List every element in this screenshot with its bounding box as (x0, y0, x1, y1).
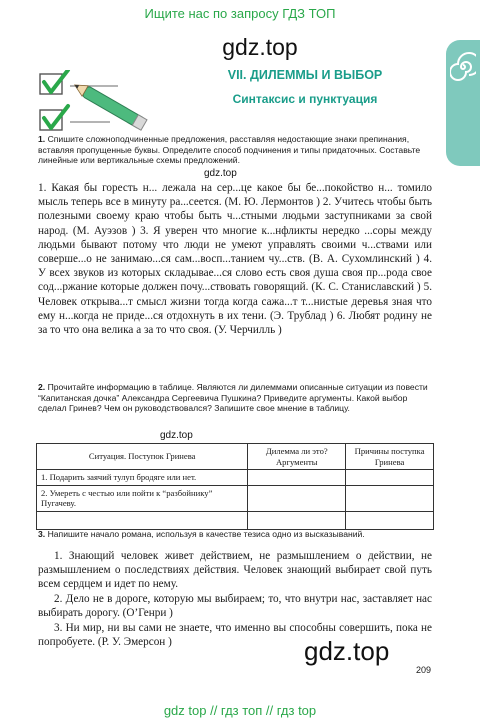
table-header: Причины поступка Гринева (346, 444, 434, 470)
grinev-table (36, 443, 434, 530)
watermark-bottom: gdz.top (304, 636, 390, 666)
table-cell: 1. Подарить заячий тулуп бродяге или нет. (37, 470, 248, 486)
table-cell[interactable] (248, 485, 346, 511)
table-cell[interactable] (346, 485, 434, 511)
task-3-text: Напишите начало романа, используя в качестве тезиса одно из высказываний. (47, 529, 365, 539)
bottom-banner[interactable]: gdz top // гдз топ // гдз top (163, 703, 317, 718)
table-header: Ситуация. Поступок Гринева (37, 444, 248, 470)
task-1-instruction (38, 134, 438, 166)
side-tab (446, 40, 480, 166)
section-subtitle: Синтаксис и пунктуация (232, 92, 378, 106)
table-cell[interactable] (346, 511, 434, 529)
task-3-number: 3. (38, 529, 46, 539)
table-cell: 2. Умереть с честью или пойти к “разбойнику” Пугачеву. (37, 485, 248, 511)
quote-2: 2. Дело не в дороге, которую мы выбираем; то, что внутри нас, заставляет нас выбирать дорогу. (О’Генри ) (38, 593, 432, 620)
task-3-instruction (38, 529, 438, 540)
section-title: VII. ДИЛЕММЫ И ВЫБОР (227, 68, 383, 82)
quote-1: 1. Знающий человек живет действием, не размышлением о действии, не размышлением о последствиях действия. Человек знающий выбирает свой путь всем сердцем и идет по нему. (38, 550, 432, 591)
watermark-small-1: gdz.top (204, 168, 237, 179)
task-2-number: 2. (38, 382, 46, 392)
quote-3: 3. Ни мир, ни вы сами не знаете, что именно вы способны совершить, пока не попробуете. (Р. У. Эмерсон ) (38, 622, 432, 649)
table-row (37, 511, 434, 529)
task-1-exercise-text: 1. Какая бы горесть н... лежала на сер...це какое бы бе...покойство н... томило мысль теперь все в минуту ра...сеется. (М. Ю. Лермонтов ) 2. Учитесь чтобы быть полезными своему краю чтобы быть ч...стными людьми заступниками за свой народ. (М. Ауэзов ) 3. Я уверен что многие к...нфликты нередко ...соры между людьми бывают потому что люди не умеют управлять своими ч...ствами или соверше...о не занимаю...ся сам...восп...танием чу...ств. (В. А. Сухомлинский ) 4. У всех звуков из которых складывае...ся слово есть своя душа своя пр...рода свое сод...ржание которые должен почу...ствовать говорящий. (К. С. Станиславский ) 5. Человек открыва...т смысл жизни тогда когда сажа...т т...нистые деревья зная что ему н...когда не приде...ся отдохнуть в их тени. (Э. Трублад ) 6. Любят родину не за то что она велика а за то что своя. (У. Черчилль ) (38, 182, 432, 337)
page-number: 209 (416, 665, 432, 675)
top-banner[interactable]: Ищите нас по запросу ГДЗ ТОП (144, 6, 336, 21)
task-1-text: Спишите сложноподчиненные предложения, расставляя недостающие знаки препинания, вставляя пропущенные буквы. Определите способ подчинения и типы придаточных. Составьте линейные или вертикальные схемы предложений. (38, 134, 421, 166)
table-header-row (37, 444, 434, 470)
watermark-small-2: gdz.top (160, 430, 193, 441)
task-2-instruction (38, 382, 438, 414)
table-row (37, 470, 434, 486)
table-header: Дилемма ли это? Аргументы (248, 444, 346, 470)
table-cell[interactable] (346, 470, 434, 486)
table-cell[interactable] (248, 470, 346, 486)
table-row (37, 485, 434, 511)
table-cell[interactable] (248, 511, 346, 529)
spiral-icon (450, 50, 476, 84)
table-cell[interactable] (37, 511, 248, 529)
watermark-top: gdz.top (222, 34, 298, 60)
task-1-number: 1. (38, 134, 46, 144)
task-2-text: Прочитайте информацию в таблице. Являются ли дилеммами описанные ситуации из повести “Капитанская дочка” Александра Сергеевича Пушкина? Приведите аргументы. Какой выбор сделал Гринев? Чем он руководствовался? Запишите свое мнение в таблицу. (38, 382, 428, 414)
